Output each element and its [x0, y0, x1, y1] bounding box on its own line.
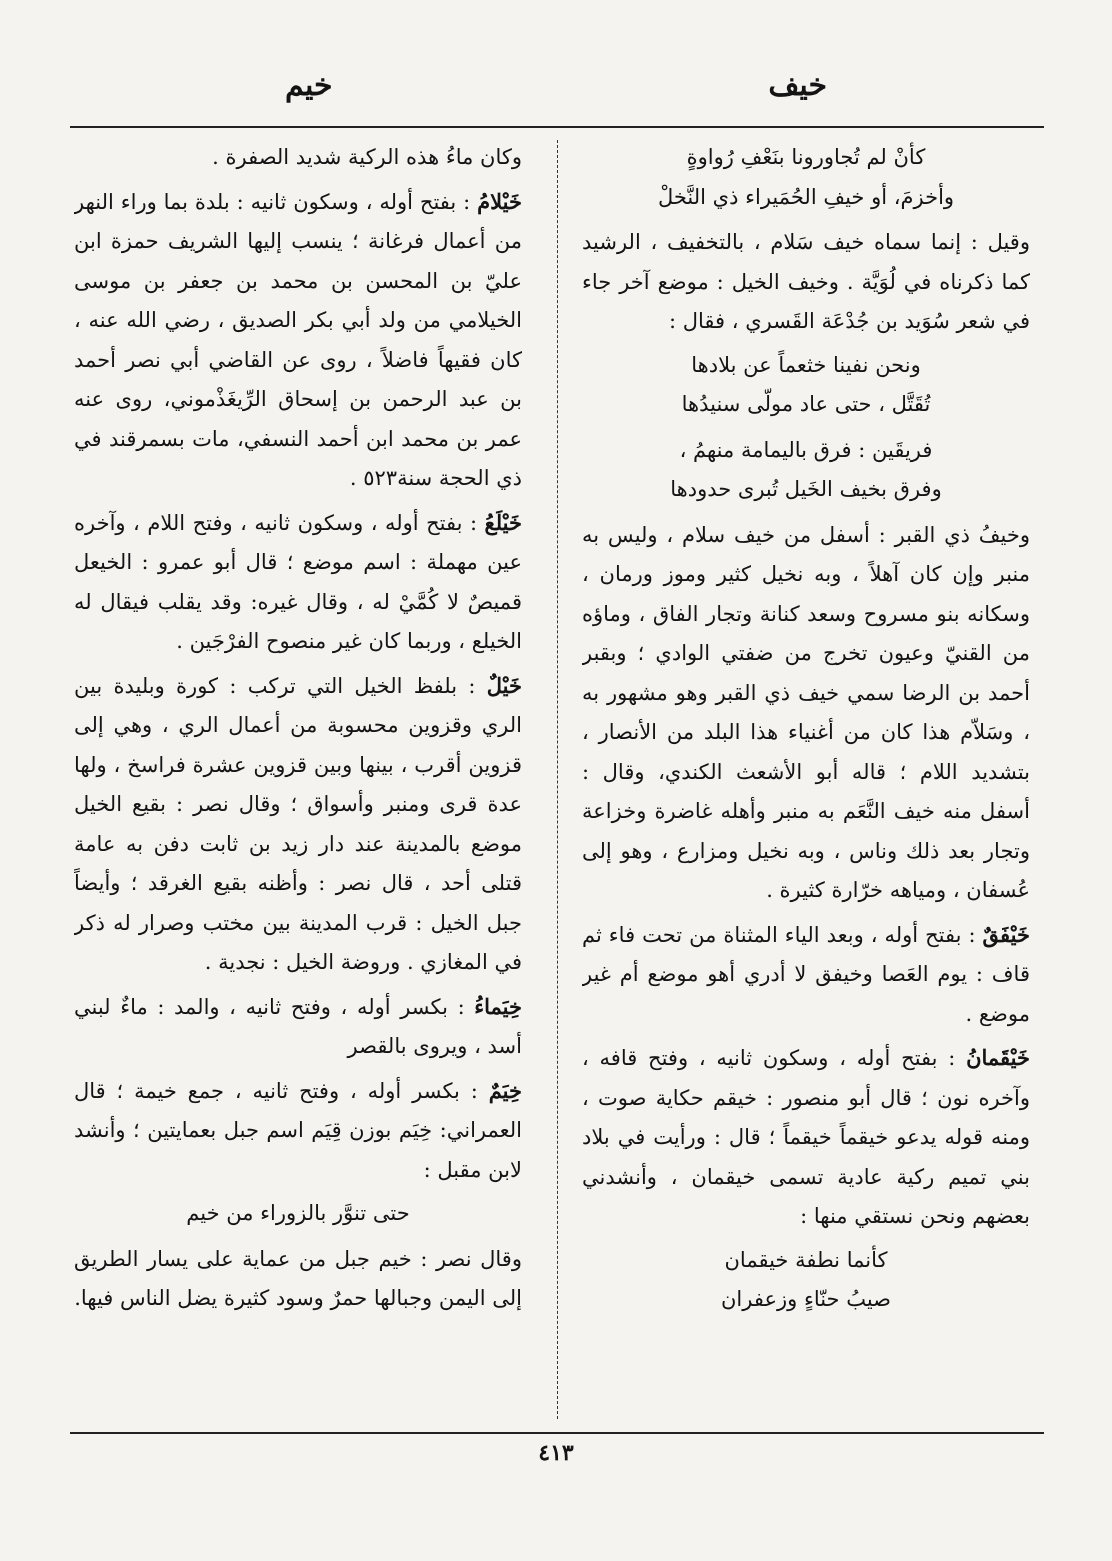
dictionary-entry: [74, 503, 522, 662]
verse-text: كأنْ لم تُجاورونا بنَعْفِ رُواوةٍ وأخزمَ، أو خيفِ الحُمَيراء ذي النَّخلْ: [657, 145, 955, 209]
entry-text: : بفتح أوله ، وبعد الياء المثناة من تحت فاء ثم قاف : يوم العَصا وخيفق لا أدري أهو موضع أم غير موضع .: [582, 922, 1030, 1026]
verse: [582, 138, 1030, 217]
entry-headword: خَيْفَقٌ: [982, 921, 1030, 947]
verse: [582, 346, 1030, 425]
right-column: [582, 138, 1030, 1426]
entry-headword: خَيْلٌ: [486, 672, 522, 698]
paragraph: وقيل : إنما سماه خيف سَلام ، بالتخفيف ، الرشيد كما ذكرناه في لُوَيَّة . وخيف الخيل : موضع آخر جاء في شعر سُوَيد بن جُدْعَة القَسري ، فقال :: [582, 230, 1030, 333]
entry-text: : بكسر أوله ، وفتح ثانيه ، جمع خيمة ؛ قال العمراني: خِيَم بوزن قِيَم اسم جبل بعمايتين ؛ وأنشد لابن مقبل :: [74, 1078, 522, 1182]
entry-text: : بفتح أوله ، وسكون ثانيه ، وفتح اللام ، وآخره عين مهملة : اسم موضع ؛ قال أبو عمرو : الخيعل قميصٌ لا كُمَّيْ له ، وقال غيره: وقد يقلب فيقال له الخيلع ، وربما كان غير منصوح الفرْجَين .: [74, 510, 522, 653]
entry-headword: خِيَمٌ: [488, 1077, 522, 1103]
dictionary-entry: [74, 182, 522, 499]
footer-rule: [70, 1432, 1044, 1434]
paragraph: وقال نصر : خيم جبل من عماية على يسار الطريق إلى اليمن وجبالها حمرٌ وسود كثيرة يضل الناس فيها.: [74, 1246, 522, 1310]
entry-text: : بفتح أوله ، وسكون ثانيه ، وفتح قافه ، وآخره نون ؛ قال أبو منصور : خيقم حكاية صوت ، ومنه قوله يدعو خيقماً خيقماً ؛ قال : ورأيت في بلاد بني تميم ركية عادية تسمى خيقمان ، وأنشدني بعضهم ونحن نستقي منها :: [582, 1046, 1030, 1228]
paragraph: وكان ماءُ هذه الركية شديد الصفرة .: [212, 145, 522, 169]
dictionary-entry: [74, 1071, 522, 1191]
verse-text: فريقَين : فرق باليمامة منهمُ ، وفرق بخيف الخَيل تُبرى حدودها: [670, 437, 942, 501]
left-column: [74, 138, 522, 1426]
dictionary-entry: [582, 1038, 1030, 1237]
verse-text: ونحن نفينا خثعماً عن بلادها تُقَتَّل ، حتى عاد مولّى سنيدُها: [681, 352, 931, 416]
column-divider: [557, 140, 558, 1419]
entry-text: : بكسر أوله ، وفتح ثانيه ، والمد : ماءٌ لبني أسد ، ويروى بالقصر: [74, 994, 522, 1058]
dictionary-entry: [582, 915, 1030, 1035]
verse: حتى تنوَّر بالزوراء من خيم: [186, 1201, 410, 1225]
entry-headword: خَيْقَمانُ: [966, 1045, 1030, 1070]
dictionary-entry: [74, 987, 522, 1067]
header-rule: [70, 126, 1044, 128]
verse: [582, 1241, 1030, 1320]
running-header-left: خيم: [285, 68, 333, 103]
page-number: ٤١٣: [538, 1440, 574, 1466]
entry-headword: خَيْلامُ: [477, 188, 522, 214]
entry-headword: خِيَماءُ: [474, 993, 522, 1019]
verse-text: كأنما نطفة خيقمان صيبُ حنّاءٍ وزعفران: [720, 1247, 891, 1311]
entry-text: : بفتح أوله ، وسكون ثانيه : بلدة بما وراء النهر من أعمال فرغانة ؛ ينسب إليها الشريف حمزة ابن عليّ بن المحسن بن محمد بن جعفر بن موسى الخيلامي من ولد أبي بكر الصديق ، رضي الله عنه ، كان فقيهاً فاضلاً ، روى عن القاضي أبي نصر أحمد بن عبد الرحمن بن إسحاق الرِّيغَذْموني، روى عنه عمر بن محمد ابن أحمد النسفي، مات بسمرقند في ذي الحجة سنة٥٢٣ .: [74, 189, 522, 490]
entry-headword: خَيْلَعُ: [484, 509, 522, 535]
paragraph: وخيفُ ذي القبر : أسفل من خيف سلام ، وليس به منبر وإن كان آهلاً ، وبه نخيل كثير وموز ورمان ، وسكانه بنو مسروح وسعد كنانة وتجار الفاق ، وماؤه من القنيّ وعيون تخرج من ضفتي الوادي ؛ وبقبر أحمد بن الرضا سمي خيف ذي القبر وهو مشهور به ، وسَلاّم هذا كان من أغنياء هذا البلد من الأنصار ، بتشديد اللام ؛ قاله أبو الأشعث الكندي، وقال : أسفل منه خيف النَّعَم به منبر وأهله غاضرة وخزاعة وتجار بعد ذلك وناس ، وبه نخيل ومزارع ، وهو إلى عُسفان ، ومياهه خرّارة كثيرة .: [582, 522, 1030, 902]
entry-text: : بلفظ الخيل التي تركب : كورة وبليدة بين الري وقزوين محسوبة من أعمال الري ، وهي إلى قزوين أقرب ، بينها وبين قزوين عشرة فراسخ ، ولها عدة قرى ومنبر وأسواق ؛ وقال نصر : بقيع الخيل موضع بالمدينة عند دار زيد بن ثابت دفن به عامة قتلى أحد ، قال نصر : وأظنه بقيع الغرقد ؛ وأيضاً جبل الخيل : قرب المدينة بين مختب وصرار له ذكر في المغازي . وروضة الخيل : نجدية .: [74, 673, 522, 974]
running-header-right: خيف: [768, 68, 827, 103]
dictionary-entry: [74, 666, 522, 983]
verse: [582, 431, 1030, 510]
